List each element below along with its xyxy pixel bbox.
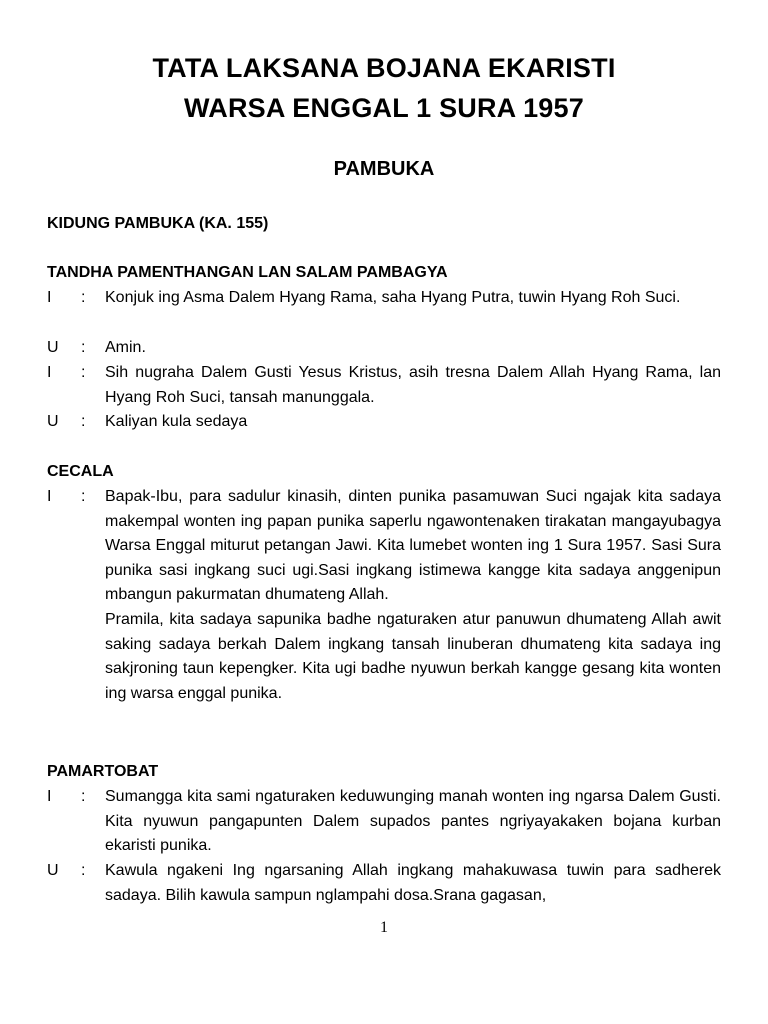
liturgy-line: [47, 410, 721, 435]
speaker-label: I: [47, 488, 52, 505]
speaker-label: U: [47, 413, 59, 430]
section-subtitle: PAMBUKA: [333, 158, 435, 180]
liturgy-line: [47, 286, 721, 311]
speaker-label: I: [47, 788, 52, 805]
colon-separator: :: [81, 413, 86, 430]
colon-separator: :: [81, 339, 86, 356]
heading-cecala: CECALA: [47, 463, 114, 480]
colon-separator: :: [81, 289, 86, 306]
colon-separator: :: [81, 488, 86, 505]
liturgy-line: [47, 336, 721, 361]
heading-tandha-pamenthangan: TANDHA PAMENTHANGAN LAN SALAM PAMBAGYA: [47, 264, 448, 281]
heading-kidung-pambuka: KIDUNG PAMBUKA (KA. 155): [47, 215, 269, 232]
colon-separator: :: [81, 364, 86, 381]
liturgy-text: Sumangga kita sami ngaturaken keduwunging manah wonten ing ngarsa Dalem Gusti. Kita nyuwun pangapunten Dalem supados pantes ngriyayakaken bojana kurban ekaristi punika.: [105, 788, 721, 855]
liturgy-text: [105, 485, 721, 706]
liturgy-text: Konjuk ing Asma Dalem Hyang Rama, saha Hyang Putra, tuwin Hyang Roh Suci.: [105, 289, 681, 306]
speaker-label: U: [47, 862, 59, 879]
speaker-label: I: [47, 364, 52, 381]
liturgy-text: Kawula ngakeni Ing ngarsaning Allah ingkang mahakuwasa tuwin para sadherek sadaya. Bilih kawula sampun nglampahi dosa.Srana gagasan,: [105, 862, 721, 904]
liturgy-text: Kaliyan kula sedaya: [105, 413, 248, 430]
liturgy-paragraph: Pramila, kita sadaya sapunika badhe ngaturaken atur panuwun dhumateng Allah awit saking sadaya berkah Dalem ingkang tansah linuberan dhumateng kita sadaya ing sakjroning taun kepengker. Kita ugi badhe nyuwun berkah kangge gesang kita wonten ing warsa enggal punika.: [105, 610, 721, 702]
colon-separator: :: [81, 862, 86, 879]
speaker-label: U: [47, 339, 59, 356]
colon-separator: :: [81, 788, 86, 805]
liturgy-line: [47, 485, 721, 706]
page-number: 1: [380, 919, 388, 936]
document-title-line2: WARSA ENGGAL 1 SURA 1957: [184, 93, 584, 123]
liturgy-text: Sih nugraha Dalem Gusti Yesus Kristus, asih tresna Dalem Allah Hyang Rama, lan Hyang Roh Suci, tansah manunggala.: [105, 364, 721, 406]
liturgy-line: [47, 785, 721, 859]
heading-pamartobat: PAMARTOBAT: [47, 763, 159, 780]
liturgy-text: Amin.: [105, 339, 146, 356]
liturgy-line: [47, 859, 721, 908]
speaker-label: I: [47, 289, 52, 306]
liturgy-line: [47, 361, 721, 410]
liturgy-paragraph: Bapak-Ibu, para sadulur kinasih, dinten punika pasamuwan Suci ngajak kita sadaya makempal wonten ing papan punika saperlu ngawontenaken tirakatan mangayubagya Warsa Enggal miturut petangan Jawi. Kita lumebet wonten ing 1 Sura 1957. Sasi Sura punika sasi ingkang suci ugi.Sasi ingkang istimewa kangge kita sadaya anggenipun mbangun pakurmatan dhumateng Allah.: [105, 488, 721, 604]
document-title-line1: TATA LAKSANA BOJANA EKARISTI: [152, 53, 616, 83]
